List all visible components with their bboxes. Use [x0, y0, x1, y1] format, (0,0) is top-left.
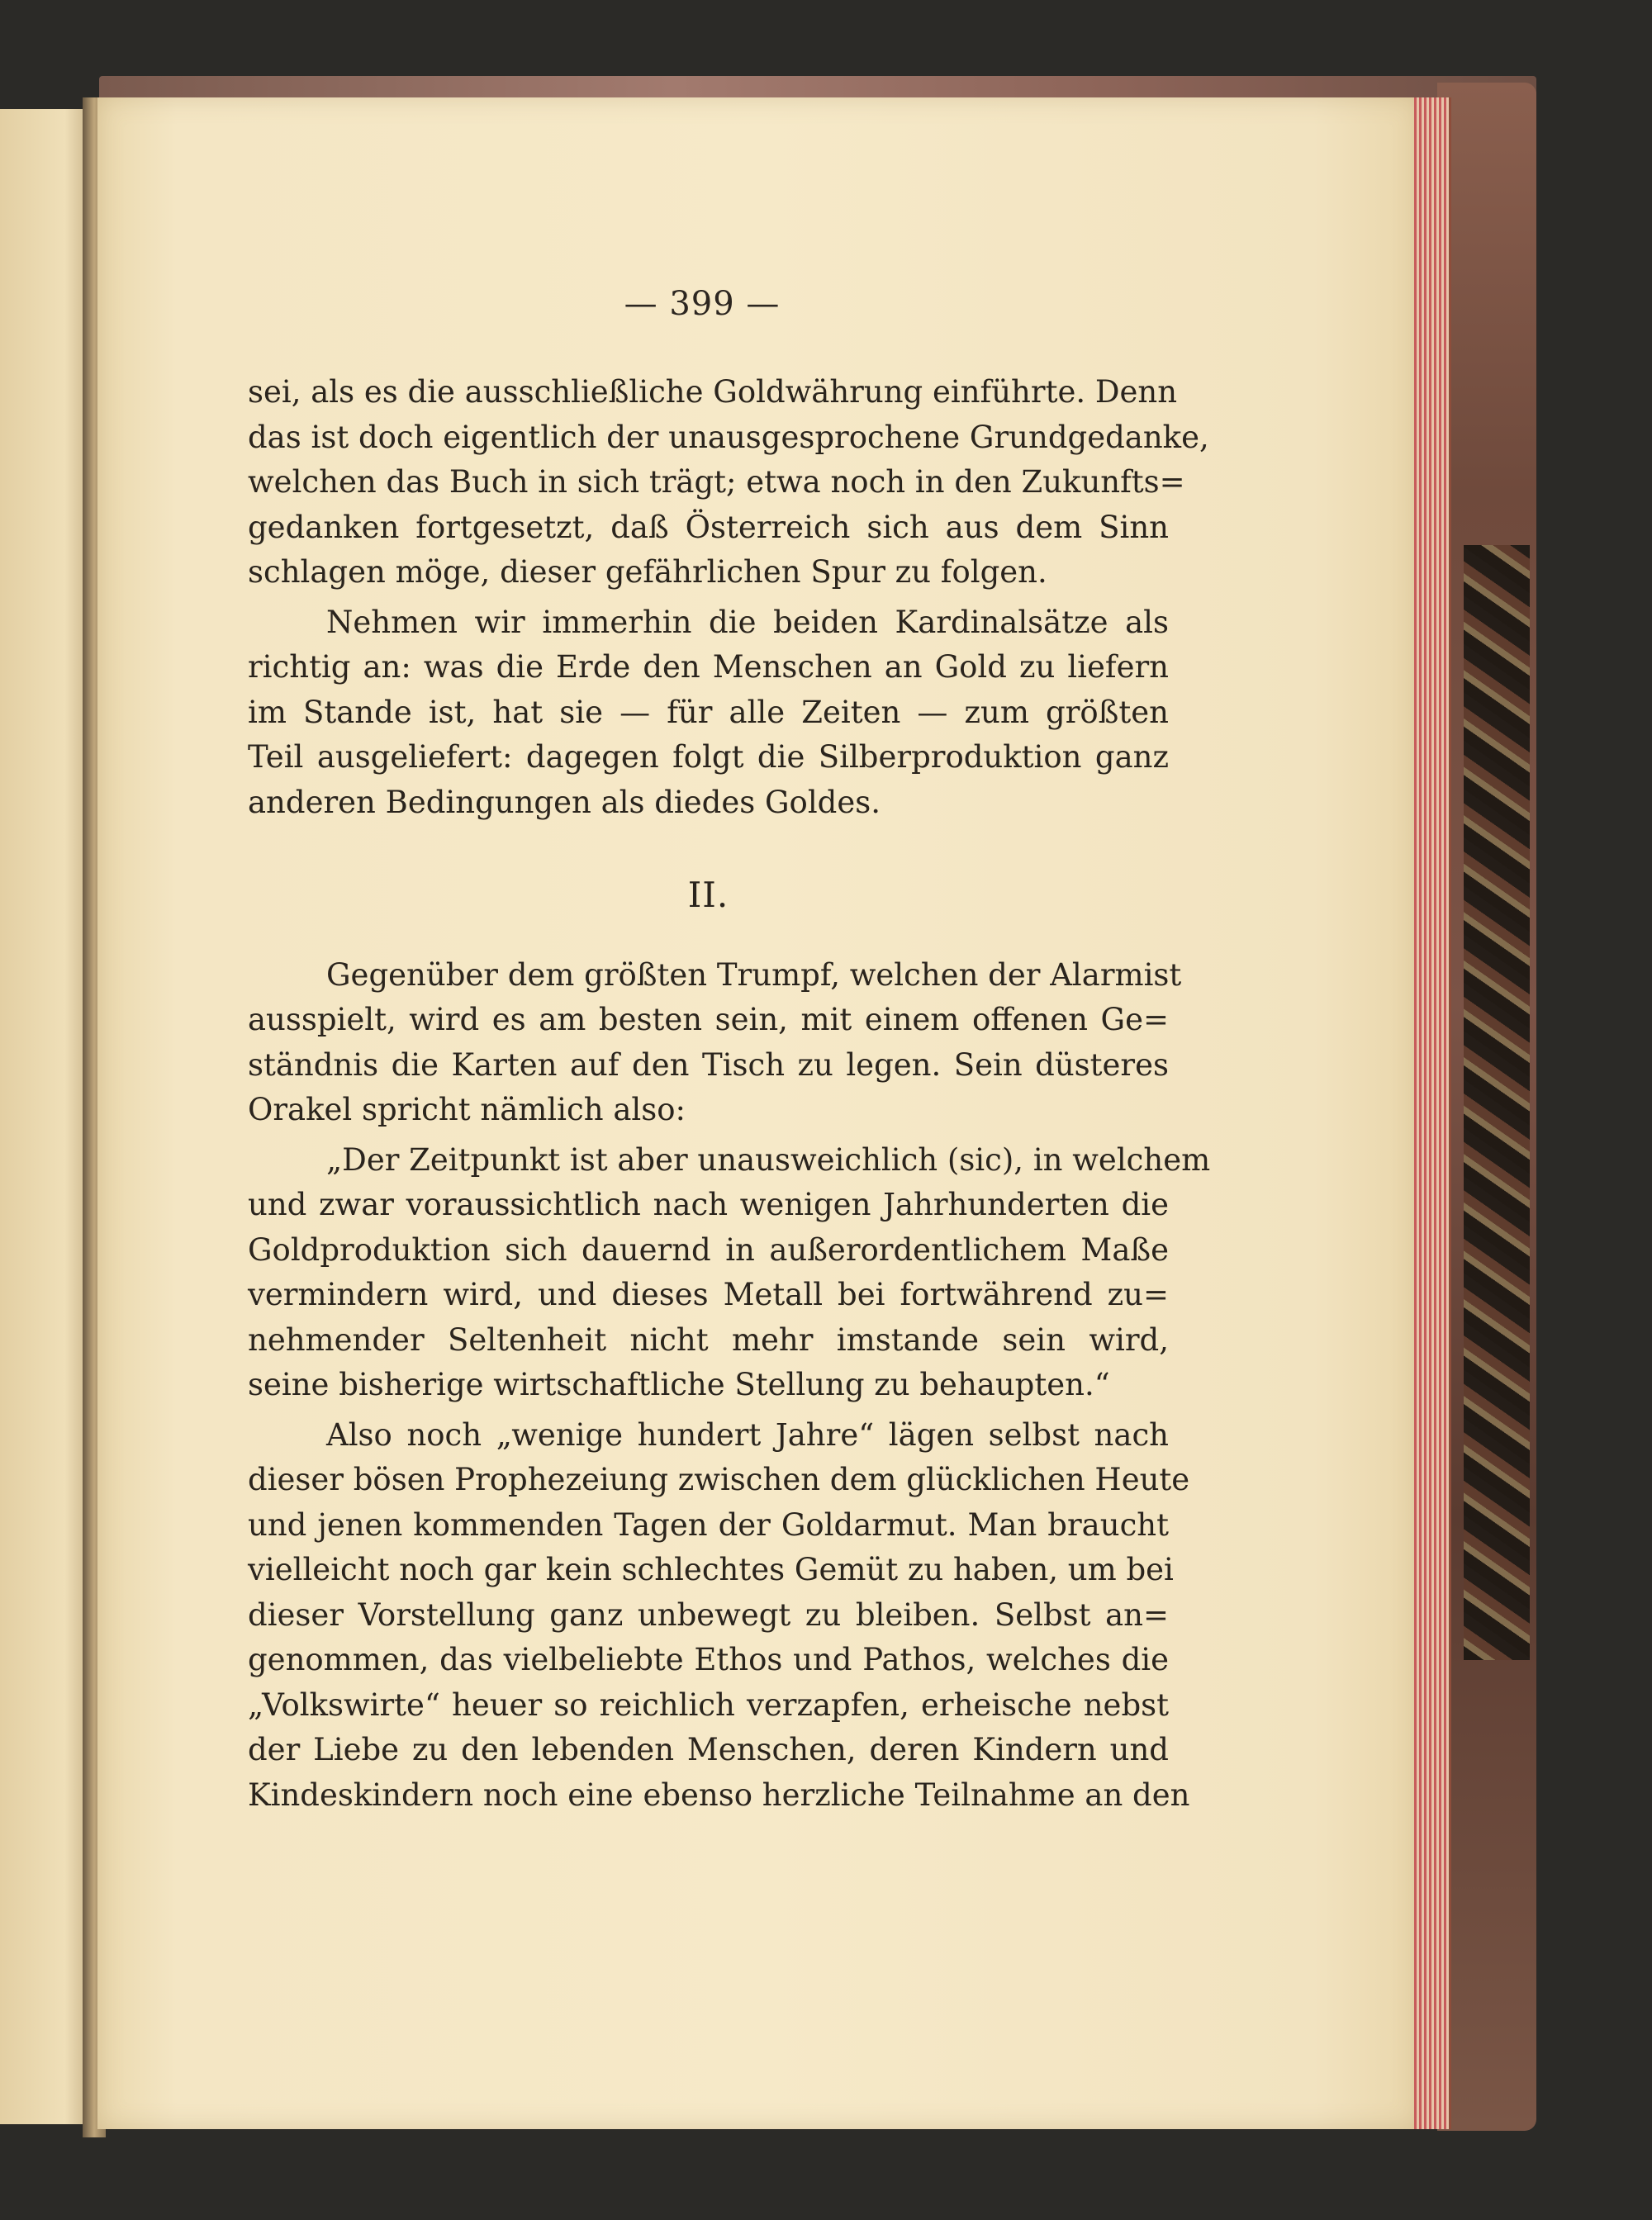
marbled-endpaper — [1464, 545, 1530, 1660]
text-line: sei, als es die ausschließliche Goldwährung einführte. Denn — [248, 374, 1178, 410]
left-page-edge — [0, 109, 93, 2124]
text-line: richtig an: was die Erde den Menschen an Gold zu liefern — [248, 649, 1169, 685]
text-line: Teil ausgeliefert: dagegen folgt die Silberproduktion ganz — [248, 739, 1169, 775]
paragraph-3 — [248, 953, 1182, 1133]
paragraph-1 — [248, 370, 1209, 595]
text-line: und jenen kommenden Tagen der Goldarmut. Man braucht — [248, 1506, 1169, 1543]
text-line: nehmender Seltenheit nicht mehr imstande sein wird, — [248, 1321, 1169, 1358]
paragraph-5 — [248, 1413, 1190, 1819]
text-line: Nehmen wir immerhin die beiden Kardinalsätze als — [326, 604, 1169, 640]
text-line: seine bisherige wirtschaftliche Stellung zu behaupten.“ — [248, 1367, 1110, 1402]
text-line: Also noch „wenige hundert Jahre“ lägen selbst nach — [326, 1416, 1169, 1453]
text-line: schlagen möge, dieser gefährlichen Spur zu folgen. — [248, 554, 1047, 590]
text-line: anderen Bedingungen als diedes Goldes. — [248, 784, 881, 820]
text-line: Kindeskindern noch eine ebenso herzliche Teilnahme an den — [248, 1776, 1190, 1813]
text-line: Goldproduktion sich dauernd in außerordentlichem Maße — [248, 1231, 1169, 1268]
text-line: „Volkswirte“ heuer so reichlich verzapfen, erheische nebst — [248, 1686, 1169, 1723]
text-line: ausspielt, wird es am besten sein, mit einem offenen Ge= — [248, 1002, 1169, 1037]
text-line: gedanken fortgesetzt, daß Österreich sich aus dem Sinn — [248, 509, 1169, 545]
text-line: Gegenüber dem größten Trumpf, welchen der Alarmist — [326, 956, 1182, 993]
text-line: Orakel spricht nämlich also: — [248, 1092, 686, 1127]
text-line: im Stande ist, hat sie — für alle Zeiten — zum größten — [248, 694, 1169, 730]
text-line: „Der Zeitpunkt ist aber unausweichlich (sic), in welchem — [326, 1141, 1211, 1178]
quotation-paragraph — [248, 1138, 1211, 1408]
text-line: welchen das Buch in sich trägt; etwa noch in den Zukunfts= — [248, 464, 1185, 500]
text-line: dieser bösen Prophezeiung zwischen dem glücklichen Heute — [248, 1462, 1190, 1497]
page-fore-edge — [1414, 97, 1451, 2129]
section-heading: II. — [687, 875, 729, 915]
text-line: genommen, das vielbeliebte Ethos und Pathos, welches die — [248, 1642, 1169, 1677]
text-line: vermindern wird, und dieses Metall bei fortwährend zu= — [248, 1277, 1169, 1312]
text-line: und zwar voraussichtlich nach wenigen Jahrhunderten die — [248, 1187, 1169, 1222]
text-line: der Liebe zu den lebenden Menschen, deren Kindern und — [248, 1732, 1169, 1767]
paragraph-2 — [248, 600, 1169, 826]
page-number: — 399 — — [624, 285, 781, 323]
text-line: vielleicht noch gar kein schlechtes Gemüt zu haben, um bei — [248, 1552, 1174, 1587]
text-line: ständnis die Karten auf den Tisch zu legen. Sein düsteres — [248, 1046, 1169, 1083]
text-line: das ist doch eigentlich der unausgesprochene Grundgedanke, — [248, 419, 1209, 455]
text-line: dieser Vorstellung ganz unbewegt zu bleiben. Selbst an= — [248, 1596, 1169, 1633]
page-body-text — [248, 370, 1211, 1818]
